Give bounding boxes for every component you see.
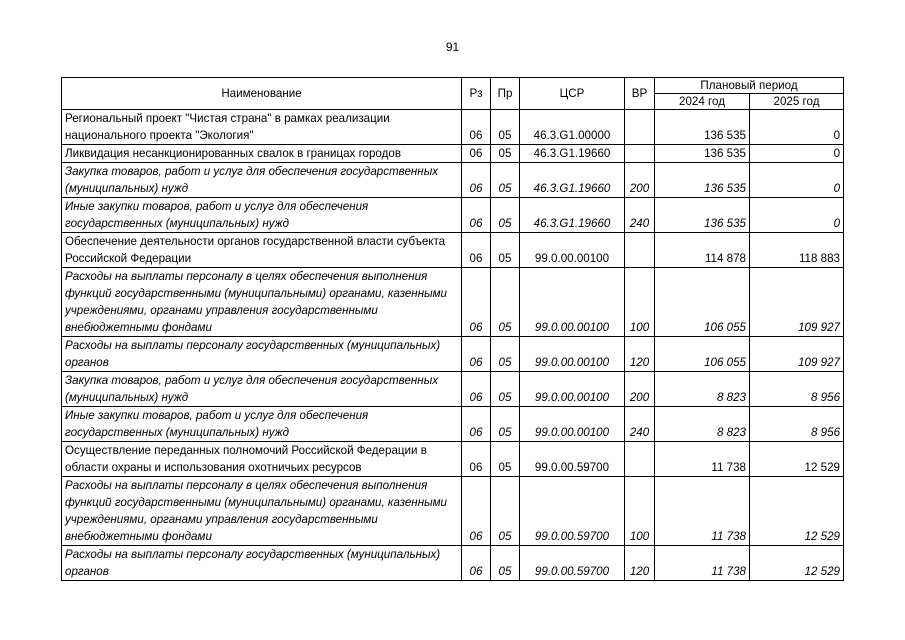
row-name: Расходы на выплаты персоналу в целях обеспечения выполнения функций государственными (муниципальными) органами, казенными учреждениями, органами управления государственными внебюджетными фондами bbox=[62, 268, 462, 337]
table-row bbox=[62, 337, 844, 372]
row-vr: 100 bbox=[625, 477, 655, 546]
row-rz: 06 bbox=[462, 372, 491, 407]
row-amount-2024: 11 738 bbox=[655, 546, 750, 581]
header-csr: ЦСР bbox=[520, 78, 625, 110]
row-pr: 05 bbox=[491, 233, 520, 268]
page-number: 91 bbox=[445, 40, 460, 54]
row-vr bbox=[625, 110, 655, 145]
row-vr: 120 bbox=[625, 337, 655, 372]
row-amount-2025: 12 529 bbox=[750, 442, 844, 477]
header-year-2025: 2025 год bbox=[750, 94, 844, 110]
row-csr: 99.0.00.00100 bbox=[520, 337, 625, 372]
row-pr: 05 bbox=[491, 110, 520, 145]
row-amount-2024: 11 738 bbox=[655, 442, 750, 477]
row-name: Расходы на выплаты персоналу в целях обеспечения выполнения функций государственными (муниципальными) органами, казенными учреждениями, органами управления государственными внебюджетными фондами bbox=[62, 477, 462, 546]
row-amount-2025: 118 883 bbox=[750, 233, 844, 268]
row-amount-2025: 109 927 bbox=[750, 268, 844, 337]
row-amount-2024: 136 535 bbox=[655, 163, 750, 198]
row-amount-2025: 0 bbox=[750, 198, 844, 233]
row-name: Региональный проект "Чистая страна" в рамках реализации национального проекта "Экология" bbox=[62, 110, 462, 145]
row-name: Осуществление переданных полномочий Российской Федерации в области охраны и использования охотничьих ресурсов bbox=[62, 442, 462, 477]
row-csr: 99.0.00.00100 bbox=[520, 233, 625, 268]
row-vr: 200 bbox=[625, 163, 655, 198]
row-amount-2025: 0 bbox=[750, 163, 844, 198]
row-amount-2025: 8 956 bbox=[750, 372, 844, 407]
row-vr bbox=[625, 233, 655, 268]
row-pr: 05 bbox=[491, 477, 520, 546]
row-amount-2024: 106 055 bbox=[655, 337, 750, 372]
budget-table bbox=[61, 77, 844, 581]
header-vr: ВР bbox=[625, 78, 655, 110]
row-vr: 240 bbox=[625, 198, 655, 233]
row-csr: 99.0.00.00100 bbox=[520, 407, 625, 442]
row-pr: 05 bbox=[491, 546, 520, 581]
row-rz: 06 bbox=[462, 198, 491, 233]
row-amount-2024: 8 823 bbox=[655, 372, 750, 407]
table-row bbox=[62, 233, 844, 268]
row-csr: 99.0.00.59700 bbox=[520, 477, 625, 546]
row-rz: 06 bbox=[462, 442, 491, 477]
row-rz: 06 bbox=[462, 477, 491, 546]
row-amount-2024: 114 878 bbox=[655, 233, 750, 268]
row-amount-2025: 8 956 bbox=[750, 407, 844, 442]
row-vr: 100 bbox=[625, 268, 655, 337]
row-pr: 05 bbox=[491, 145, 520, 163]
table-header bbox=[62, 78, 844, 110]
row-vr bbox=[625, 145, 655, 163]
table-row bbox=[62, 372, 844, 407]
header-pr: Пр bbox=[491, 78, 520, 110]
table-row bbox=[62, 442, 844, 477]
row-name: Расходы на выплаты персоналу государственных (муниципальных) органов bbox=[62, 337, 462, 372]
row-rz: 06 bbox=[462, 546, 491, 581]
table-body bbox=[62, 110, 844, 581]
row-amount-2025: 12 529 bbox=[750, 546, 844, 581]
table-row bbox=[62, 477, 844, 546]
row-amount-2025: 0 bbox=[750, 145, 844, 163]
row-csr: 46.3.G1.19660 bbox=[520, 145, 625, 163]
row-pr: 05 bbox=[491, 442, 520, 477]
row-vr: 120 bbox=[625, 546, 655, 581]
row-pr: 05 bbox=[491, 163, 520, 198]
row-amount-2025: 109 927 bbox=[750, 337, 844, 372]
row-amount-2024: 106 055 bbox=[655, 268, 750, 337]
row-rz: 06 bbox=[462, 145, 491, 163]
table-row bbox=[62, 145, 844, 163]
row-amount-2025: 12 529 bbox=[750, 477, 844, 546]
row-csr: 99.0.00.59700 bbox=[520, 546, 625, 581]
row-pr: 05 bbox=[491, 372, 520, 407]
table-row bbox=[62, 163, 844, 198]
row-rz: 06 bbox=[462, 337, 491, 372]
row-csr: 99.0.00.00100 bbox=[520, 372, 625, 407]
row-amount-2024: 136 535 bbox=[655, 110, 750, 145]
row-csr: 46.3.G1.19660 bbox=[520, 163, 625, 198]
row-csr: 46.3.G1.00000 bbox=[520, 110, 625, 145]
table-row bbox=[62, 546, 844, 581]
row-amount-2024: 8 823 bbox=[655, 407, 750, 442]
header-year-2024: 2024 год bbox=[655, 94, 750, 110]
row-csr: 46.3.G1.19660 bbox=[520, 198, 625, 233]
row-csr: 99.0.00.00100 bbox=[520, 268, 625, 337]
row-vr: 240 bbox=[625, 407, 655, 442]
header-rz: Рз bbox=[462, 78, 491, 110]
row-rz: 06 bbox=[462, 233, 491, 268]
table-row bbox=[62, 198, 844, 233]
header-planned-period: Плановый период bbox=[655, 78, 844, 94]
row-name: Ликвидация несанкционированных свалок в границах городов bbox=[62, 145, 462, 163]
row-rz: 06 bbox=[462, 110, 491, 145]
row-rz: 06 bbox=[462, 407, 491, 442]
row-vr bbox=[625, 442, 655, 477]
row-rz: 06 bbox=[462, 268, 491, 337]
row-amount-2024: 11 738 bbox=[655, 477, 750, 546]
row-amount-2024: 136 535 bbox=[655, 198, 750, 233]
row-vr: 200 bbox=[625, 372, 655, 407]
row-csr: 99.0.00.59700 bbox=[520, 442, 625, 477]
row-pr: 05 bbox=[491, 337, 520, 372]
table-row bbox=[62, 407, 844, 442]
row-name: Закупка товаров, работ и услуг для обеспечения государственных (муниципальных) нужд bbox=[62, 372, 462, 407]
header-name: Наименование bbox=[62, 78, 462, 110]
row-pr: 05 bbox=[491, 407, 520, 442]
table-row bbox=[62, 268, 844, 337]
row-name: Закупка товаров, работ и услуг для обеспечения государственных (муниципальных) нужд bbox=[62, 163, 462, 198]
row-amount-2024: 136 535 bbox=[655, 145, 750, 163]
row-name: Расходы на выплаты персоналу государственных (муниципальных) органов bbox=[62, 546, 462, 581]
table-row bbox=[62, 110, 844, 145]
row-pr: 05 bbox=[491, 198, 520, 233]
row-amount-2025: 0 bbox=[750, 110, 844, 145]
row-name: Обеспечение деятельности органов государственной власти субъекта Российской Федерации bbox=[62, 233, 462, 268]
row-name: Иные закупки товаров, работ и услуг для обеспечения государственных (муниципальных) нужд bbox=[62, 407, 462, 442]
row-rz: 06 bbox=[462, 163, 491, 198]
row-name: Иные закупки товаров, работ и услуг для обеспечения государственных (муниципальных) нужд bbox=[62, 198, 462, 233]
row-pr: 05 bbox=[491, 268, 520, 337]
